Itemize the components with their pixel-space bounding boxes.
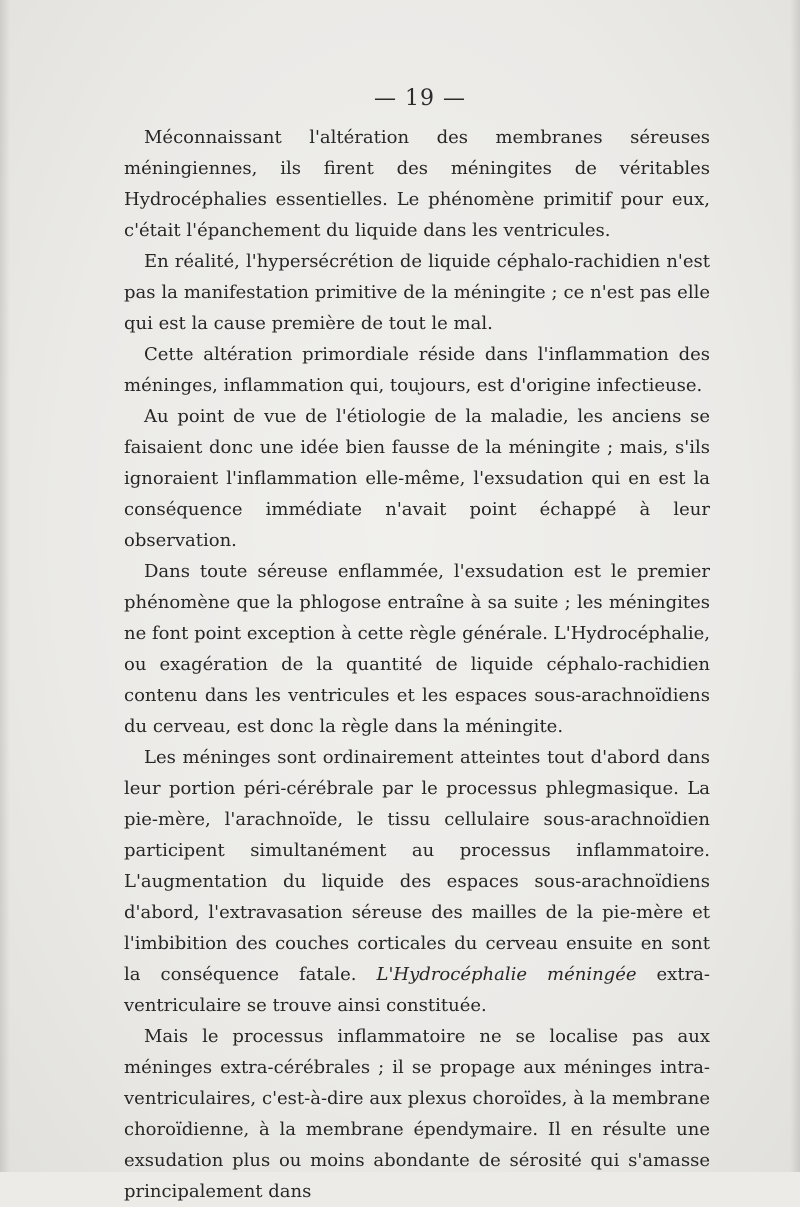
page-number: — 19 — bbox=[374, 86, 466, 111]
italic-term: L'Hydrocéphalie méningée bbox=[376, 964, 637, 985]
paragraph-1 bbox=[124, 122, 710, 246]
page-right-shadow bbox=[790, 0, 800, 1172]
paragraph-4 bbox=[124, 401, 710, 556]
paragraph-7 bbox=[124, 1021, 710, 1207]
paragraph-text: extra-ventriculaire se trouve ainsi constituée. bbox=[124, 964, 710, 1016]
paragraph-text: En réalité, l'hypersécrétion de liquide céphalo-rachidien n'est pas la manifestation primitive de la méningite ; ce n'est pas elle qui est la cause première de tout le mal. bbox=[124, 251, 710, 334]
paragraph-text: Cette altération primordiale réside dans l'inflammation des méninges, inflammation qui, toujours, est d'origine infectieuse. bbox=[124, 344, 710, 396]
paragraph-text: Mais le processus inflammatoire ne se localise pas aux méninges extra-cérébrales ; il se propage aux méninges intra-ventriculaires, c'est-à-dire aux plexus choroïdes, à la membrane choroïdienne, à la membrane épendymaire. Il en résulte une exsudation plus ou moins abondante de sérosité qui s'amasse principalement dans bbox=[124, 1026, 710, 1202]
paragraph-5 bbox=[124, 556, 710, 742]
paragraph-3 bbox=[124, 339, 710, 401]
paragraph-text: Les méninges sont ordinairement atteintes tout d'abord dans leur portion péri-cérébrale par le processus phlegmasique. La pie-mère, l'arachnoïde, le tissu cellulaire sous-arachnoïdien participent simultanément au processus inflammatoire. L'augmentation du liquide des espaces sous-arachnoïdiens d'abord, l'extravasation séreuse des mailles de la pie-mère et l'imbibition des couches corticales du cerveau ensuite en sont la conséquence fatale. bbox=[124, 747, 710, 985]
paragraph-text: Méconnaissant l'altération des membranes séreuses méningiennes, ils firent des méningites de véritables Hydrocéphalies essentielles. Le phénomène primitif pour eux, c'était l'épanchement du liquide dans les ventricules. bbox=[124, 127, 710, 241]
page-left-shadow bbox=[0, 0, 10, 1172]
paragraph-text: Dans toute séreuse enflammée, l'exsudation est le premier phénomène que la phlogose entraîne à sa suite ; les méningites ne font point exception à cette règle générale. L'Hydrocéphalie, ou exagération de la quantité de liquide céphalo-rachidien contenu dans les ventricules et les espaces sous-arachnoïdiens du cerveau, est donc la règle dans la méningite. bbox=[124, 561, 710, 737]
paragraph-text: Au point de vue de l'étiologie de la maladie, les anciens se faisaient donc une idée bien fausse de la méningite ; mais, s'ils ignoraient l'inflammation elle-même, l'exsudation qui en est la conséquence immédiate n'avait point échappé à leur observation. bbox=[124, 406, 710, 551]
body-text bbox=[124, 122, 710, 1207]
paragraph-6 bbox=[124, 742, 710, 1021]
paragraph-2 bbox=[124, 246, 710, 339]
